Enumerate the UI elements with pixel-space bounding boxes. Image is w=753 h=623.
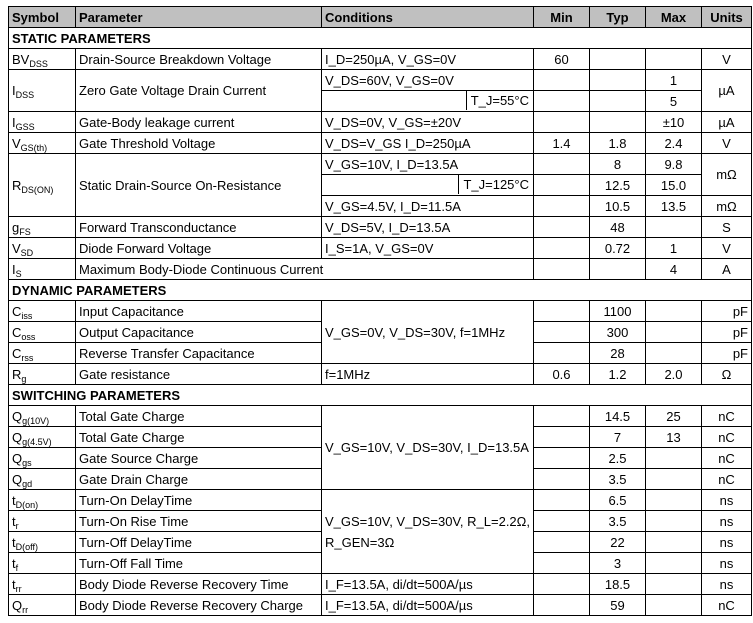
parameter-cell: Forward Transconductance xyxy=(76,217,322,238)
max-cell: 13.5 xyxy=(646,196,702,217)
max-cell: 1 xyxy=(646,238,702,259)
typ-cell: 3.5 xyxy=(590,469,646,490)
parameter-cell: Reverse Transfer Capacitance xyxy=(76,343,322,364)
unit-cell: nC xyxy=(702,427,752,448)
condition-cell: V_DS=0V, V_GS=±20V xyxy=(322,112,534,133)
typ-cell: 3.5 xyxy=(590,511,646,532)
typ-cell: 48 xyxy=(590,217,646,238)
condition-cell: I_D=250µA, V_GS=0V xyxy=(322,49,534,70)
header-conditions: Conditions xyxy=(322,7,534,28)
symbol-cell: $Q_{gd}$ xyxy=(9,469,76,490)
parameter-cell: Body Diode Reverse Recovery Time xyxy=(76,574,322,595)
table-row xyxy=(9,490,752,511)
typ-cell xyxy=(590,91,646,112)
min-cell xyxy=(534,217,590,238)
max-cell: 15.0 xyxy=(646,175,702,196)
symbol-cell: $t_{D(on)}$ xyxy=(9,490,76,511)
table-row xyxy=(9,154,752,175)
symbol-cell: $Q_{gs}$ xyxy=(9,448,76,469)
min-cell xyxy=(534,154,590,175)
unit-cell: pF xyxy=(702,322,752,343)
condition-cell xyxy=(322,91,534,112)
header-row xyxy=(9,7,752,28)
unit-cell: S xyxy=(702,217,752,238)
symbol-cell: $t_{rr}$ xyxy=(9,574,76,595)
max-cell: 9.8 xyxy=(646,154,702,175)
parameter-cell: Output Capacitance xyxy=(76,322,322,343)
min-cell: 60 xyxy=(534,49,590,70)
section-dynamic: DYNAMIC PARAMETERS xyxy=(9,280,752,301)
condition-cell: V_GS=10V, V_DS=30V, R_L=2.2Ω, R_GEN=3Ω xyxy=(322,490,534,574)
typ-cell: 1.8 xyxy=(590,133,646,154)
max-cell xyxy=(646,553,702,574)
typ-cell: 7 xyxy=(590,427,646,448)
parameter-cell: Drain-Source Breakdown Voltage xyxy=(76,49,322,70)
table-row xyxy=(9,595,752,616)
condition-cell: f=1MHz xyxy=(322,364,534,385)
min-cell xyxy=(534,427,590,448)
parameter-cell: Gate-Body leakage current xyxy=(76,112,322,133)
table-row xyxy=(9,406,752,427)
symbol-cell: $C_{oss}$ xyxy=(9,322,76,343)
parameter-cell: Turn-Off Fall Time xyxy=(76,553,322,574)
min-cell xyxy=(534,448,590,469)
unit-cell: ns xyxy=(702,532,752,553)
table-row xyxy=(9,112,752,133)
symbol-cell: $C_{iss}$ xyxy=(9,301,76,322)
unit-cell: V xyxy=(702,49,752,70)
symbol-cell: $BV_{DSS}$ xyxy=(9,49,76,70)
parameter-cell: Body Diode Reverse Recovery Charge xyxy=(76,595,322,616)
unit-cell: V xyxy=(702,133,752,154)
unit-cell: ns xyxy=(702,574,752,595)
typ-cell: 6.5 xyxy=(590,490,646,511)
parameter-cell: Gate Threshold Voltage xyxy=(76,133,322,154)
max-cell xyxy=(646,469,702,490)
min-cell xyxy=(534,469,590,490)
max-cell xyxy=(646,490,702,511)
min-cell xyxy=(534,259,590,280)
unit-cell: pF xyxy=(702,343,752,364)
parameter-cell: Total Gate Charge xyxy=(76,406,322,427)
table-row xyxy=(9,574,752,595)
temperature-condition: T_J=55°C xyxy=(466,91,533,110)
header-units: Units xyxy=(702,7,752,28)
symbol-cell: $V_{GS(th)}$ xyxy=(9,133,76,154)
condition-cell: V_GS=0V, V_DS=30V, f=1MHz xyxy=(322,301,534,364)
condition-cell xyxy=(322,175,534,196)
max-cell xyxy=(646,343,702,364)
unit-cell: A xyxy=(702,259,752,280)
typ-cell xyxy=(590,259,646,280)
parameter-cell: Turn-On DelayTime xyxy=(76,490,322,511)
parameter-cell: Static Drain-Source On-Resistance xyxy=(76,154,322,217)
section-static: STATIC PARAMETERS xyxy=(9,28,752,49)
temperature-condition: T_J=125°C xyxy=(458,175,533,194)
unit-cell: µA xyxy=(702,70,752,112)
min-cell xyxy=(534,511,590,532)
section-row xyxy=(9,280,752,301)
unit-cell: V xyxy=(702,238,752,259)
min-cell xyxy=(534,196,590,217)
table-row xyxy=(9,238,752,259)
min-cell xyxy=(534,175,590,196)
unit-cell: ns xyxy=(702,490,752,511)
table-row xyxy=(9,133,752,154)
unit-cell: µA xyxy=(702,112,752,133)
parameter-cell: Gate resistance xyxy=(76,364,322,385)
header-max: Max xyxy=(646,7,702,28)
max-cell xyxy=(646,301,702,322)
condition-cell: V_DS=5V, I_D=13.5A xyxy=(322,217,534,238)
condition-cell: V_DS=60V, V_GS=0V xyxy=(322,70,534,91)
condition-cell: I_S=1A, V_GS=0V xyxy=(322,238,534,259)
unit-cell: mΩ xyxy=(702,196,752,217)
typ-cell: 12.5 xyxy=(590,175,646,196)
max-cell xyxy=(646,448,702,469)
max-cell: 5 xyxy=(646,91,702,112)
parameter-cell: Total Gate Charge xyxy=(76,427,322,448)
header-parameter: Parameter xyxy=(76,7,322,28)
unit-cell: Ω xyxy=(702,364,752,385)
min-cell xyxy=(534,490,590,511)
section-switching: SWITCHING PARAMETERS xyxy=(9,385,752,406)
table-row xyxy=(9,70,752,91)
min-cell: 0.6 xyxy=(534,364,590,385)
min-cell xyxy=(534,91,590,112)
unit-cell: nC xyxy=(702,448,752,469)
table-row xyxy=(9,217,752,238)
parameter-cell: Turn-On Rise Time xyxy=(76,511,322,532)
unit-cell: ns xyxy=(702,553,752,574)
typ-cell: 28 xyxy=(590,343,646,364)
min-cell xyxy=(534,343,590,364)
min-cell xyxy=(534,553,590,574)
max-cell: 25 xyxy=(646,406,702,427)
min-cell xyxy=(534,406,590,427)
unit-cell: nC xyxy=(702,406,752,427)
min-cell xyxy=(534,595,590,616)
condition-cell: V_GS=10V, V_DS=30V, I_D=13.5A xyxy=(322,406,534,490)
unit-cell: pF xyxy=(702,301,752,322)
parameter-cell: Diode Forward Voltage xyxy=(76,238,322,259)
condition-cell: V_GS=4.5V, I_D=11.5A xyxy=(322,196,534,217)
parameter-cell: Turn-Off DelayTime xyxy=(76,532,322,553)
max-cell xyxy=(646,217,702,238)
typ-cell: 18.5 xyxy=(590,574,646,595)
max-cell: 13 xyxy=(646,427,702,448)
typ-cell: 14.5 xyxy=(590,406,646,427)
symbol-cell: $Q_{g(4.5V)}$ xyxy=(9,427,76,448)
typ-cell: 300 xyxy=(590,322,646,343)
parameter-cell: Zero Gate Voltage Drain Current xyxy=(76,70,322,112)
symbol-cell: $I_{GSS}$ xyxy=(9,112,76,133)
unit-cell: nC xyxy=(702,595,752,616)
typ-cell xyxy=(590,49,646,70)
unit-cell: mΩ xyxy=(702,154,752,196)
typ-cell: 8 xyxy=(590,154,646,175)
parameter-cell: Gate Source Charge xyxy=(76,448,322,469)
typ-cell: 2.5 xyxy=(590,448,646,469)
symbol-cell: $I_S$ xyxy=(9,259,76,280)
symbol-cell: $I_{DSS}$ xyxy=(9,70,76,112)
typ-cell: 10.5 xyxy=(590,196,646,217)
symbol-cell: $V_{SD}$ xyxy=(9,238,76,259)
table-row xyxy=(9,49,752,70)
section-row xyxy=(9,385,752,406)
header-symbol: Symbol xyxy=(9,7,76,28)
max-cell: 2.4 xyxy=(646,133,702,154)
condition-cell: I_F=13.5A, di/dt=500A/µs xyxy=(322,574,534,595)
header-min: Min xyxy=(534,7,590,28)
symbol-cell: $t_f$ xyxy=(9,553,76,574)
table-row xyxy=(9,301,752,322)
min-cell xyxy=(534,112,590,133)
parameter-cell: Maximum Body-Diode Continuous Current xyxy=(76,259,534,280)
max-cell xyxy=(646,49,702,70)
min-cell xyxy=(534,301,590,322)
section-row xyxy=(9,28,752,49)
parameter-cell: Gate Drain Charge xyxy=(76,469,322,490)
min-cell: 1.4 xyxy=(534,133,590,154)
condition-cell: V_GS=10V, I_D=13.5A xyxy=(322,154,534,175)
typ-cell: 3 xyxy=(590,553,646,574)
symbol-cell: $R_{DS(ON)}$ xyxy=(9,154,76,217)
max-cell: 4 xyxy=(646,259,702,280)
typ-cell xyxy=(590,112,646,133)
datasheet-table-container xyxy=(8,6,752,616)
symbol-cell: $Q_{rr}$ xyxy=(9,595,76,616)
min-cell xyxy=(534,238,590,259)
typ-cell: 1.2 xyxy=(590,364,646,385)
min-cell xyxy=(534,322,590,343)
max-cell: 1 xyxy=(646,70,702,91)
symbol-cell: $g_{FS}$ xyxy=(9,217,76,238)
min-cell xyxy=(534,574,590,595)
symbol-cell: $C_{rss}$ xyxy=(9,343,76,364)
table-row xyxy=(9,259,752,280)
max-cell xyxy=(646,511,702,532)
typ-cell xyxy=(590,70,646,91)
symbol-cell: $R_g$ xyxy=(9,364,76,385)
max-cell xyxy=(646,322,702,343)
max-cell xyxy=(646,595,702,616)
unit-cell: ns xyxy=(702,511,752,532)
unit-cell: nC xyxy=(702,469,752,490)
electrical-characteristics-table xyxy=(8,6,752,616)
min-cell xyxy=(534,532,590,553)
min-cell xyxy=(534,70,590,91)
parameter-cell: Input Capacitance xyxy=(76,301,322,322)
max-cell: ±10 xyxy=(646,112,702,133)
condition-cell: I_F=13.5A, di/dt=500A/µs xyxy=(322,595,534,616)
typ-cell: 1100 xyxy=(590,301,646,322)
typ-cell: 0.72 xyxy=(590,238,646,259)
max-cell xyxy=(646,532,702,553)
symbol-cell: $Q_{g(10V)}$ xyxy=(9,406,76,427)
typ-cell: 59 xyxy=(590,595,646,616)
symbol-cell: $t_r$ xyxy=(9,511,76,532)
max-cell: 2.0 xyxy=(646,364,702,385)
header-typ: Typ xyxy=(590,7,646,28)
condition-cell: V_DS=V_GS I_D=250µA xyxy=(322,133,534,154)
table-row xyxy=(9,364,752,385)
max-cell xyxy=(646,574,702,595)
typ-cell: 22 xyxy=(590,532,646,553)
symbol-cell: $t_{D(off)}$ xyxy=(9,532,76,553)
